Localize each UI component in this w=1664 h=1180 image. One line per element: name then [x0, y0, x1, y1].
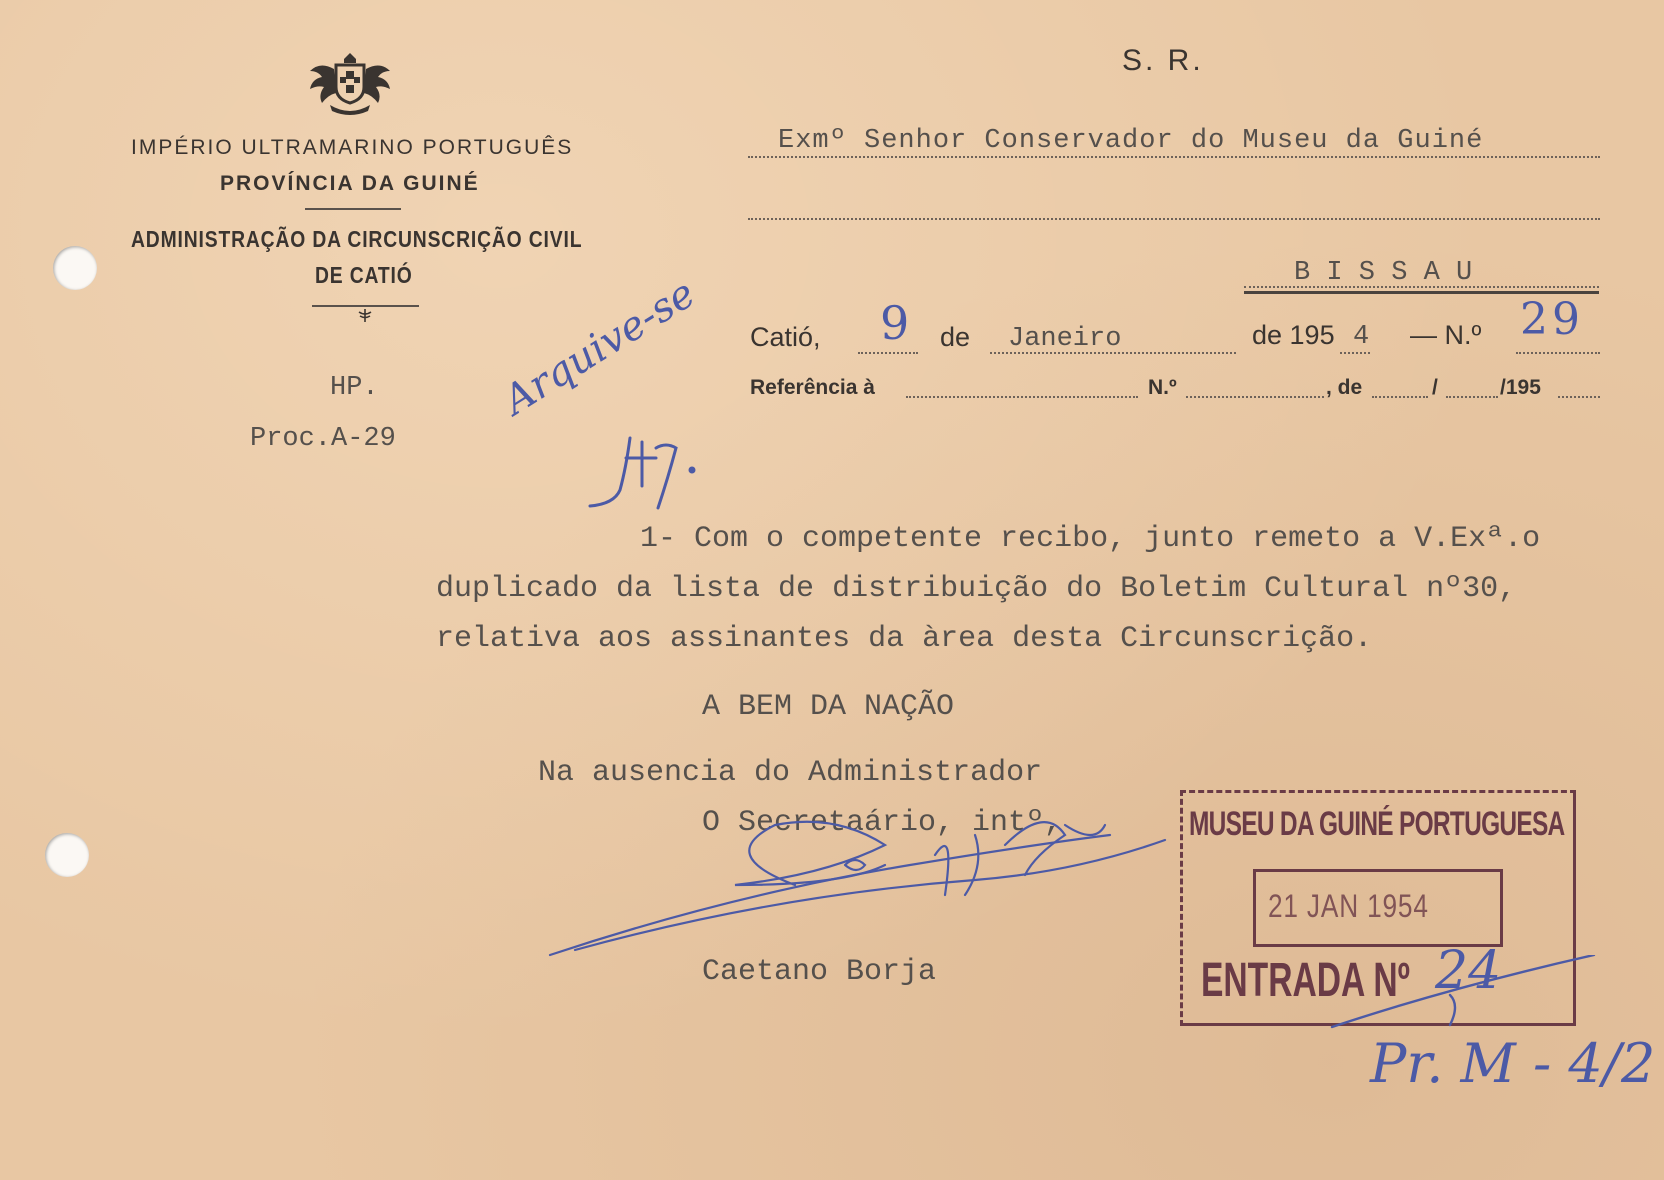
body-line-1: 1- Com o competente recibo, junto remeto a V.Exª.o: [640, 522, 1541, 556]
reference-label: Referência à: [750, 376, 875, 399]
handwritten-note: Arquive-se: [495, 270, 704, 424]
dateline-de: de: [940, 322, 971, 352]
initials-scribble-icon: [580, 430, 710, 530]
reference-no-dotted: [1186, 396, 1324, 398]
punch-hole-top: [53, 246, 97, 290]
letterhead-empire: IMPÉRIO ULTRAMARINO PORTUGUÊS: [131, 136, 574, 159]
ornament-icon: [356, 308, 374, 324]
letterhead-place: DE CATIÓ: [315, 262, 413, 288]
stamp-entry-label: ENTRADA Nº: [1201, 954, 1410, 1007]
stamp-strike-icon: [1330, 955, 1600, 1035]
reference-dotted: [906, 396, 1138, 398]
dateline-place: Catió,: [750, 322, 821, 352]
stamp-date: 21 JAN 1954: [1268, 888, 1429, 924]
city-line: [1244, 258, 1599, 294]
signatory-name: Caetano Borja: [702, 955, 937, 989]
sign-line-2: O Secretaário, intº,: [702, 806, 1063, 840]
city: B I S S A U: [1294, 258, 1473, 288]
addressee: Exmº Senhor Conservador do Museu da Guiné: [778, 126, 1484, 156]
ref-code-hp: HP.: [330, 373, 379, 403]
stamp-header: MUSEU DA GUINÉ PORTUGUESA: [1189, 805, 1565, 843]
reference-year-dotted: [1558, 396, 1600, 398]
letterhead-province: PROVÍNCIA DA GUINÉ: [220, 172, 480, 195]
archive-note: Pr. M - 4/2: [1370, 1032, 1656, 1095]
closing-salutation: A BEM DA NAÇÃO: [702, 690, 955, 724]
stamp-entry-number: 24: [1435, 941, 1502, 1001]
reference-slash: /: [1432, 376, 1438, 399]
letterhead-divider-1: [305, 208, 401, 210]
dateline-month: Janeiro: [1008, 324, 1122, 354]
body-line-3: relativa aos assinantes da àrea desta Circunscrição.: [436, 622, 1373, 656]
reference-day-dotted: [1372, 396, 1428, 398]
address-dotted-line: [748, 218, 1600, 220]
letterhead-administration: ADMINISTRAÇÃO DA CIRCUNSCRIÇÃO CIVIL: [131, 226, 583, 252]
dateline-year-prefix: de 195: [1252, 320, 1335, 350]
reference-year: /195: [1500, 376, 1541, 399]
top-mark: S. R.: [1122, 44, 1204, 77]
reference-no-label: N.º: [1148, 376, 1177, 399]
dateline-number: 29: [1520, 294, 1584, 345]
year-dotted: [1340, 352, 1370, 354]
number-dotted: [1516, 352, 1600, 354]
addressee-line: [748, 126, 1600, 160]
dateline-number-label: — N.º: [1410, 320, 1482, 350]
letterhead-divider-2: [312, 305, 419, 307]
sign-line-1: Na ausencia do Administrador: [538, 756, 1043, 790]
day-dotted: [858, 352, 918, 354]
dateline-year-digit: 4: [1353, 322, 1370, 352]
ref-code-proc: Proc.A-29: [250, 424, 396, 454]
signature-icon: [545, 815, 1185, 965]
coat-of-arms-icon: [300, 45, 400, 120]
dateline-day: 9: [880, 296, 910, 350]
reference-month-dotted: [1446, 396, 1498, 398]
reference-de-label: , de: [1326, 376, 1363, 399]
punch-hole-bottom: [45, 833, 89, 877]
stamp-date-box: [1253, 869, 1503, 947]
body-line-2: duplicado da lista de distribuição do Boletim Cultural nº30,: [436, 572, 1517, 606]
